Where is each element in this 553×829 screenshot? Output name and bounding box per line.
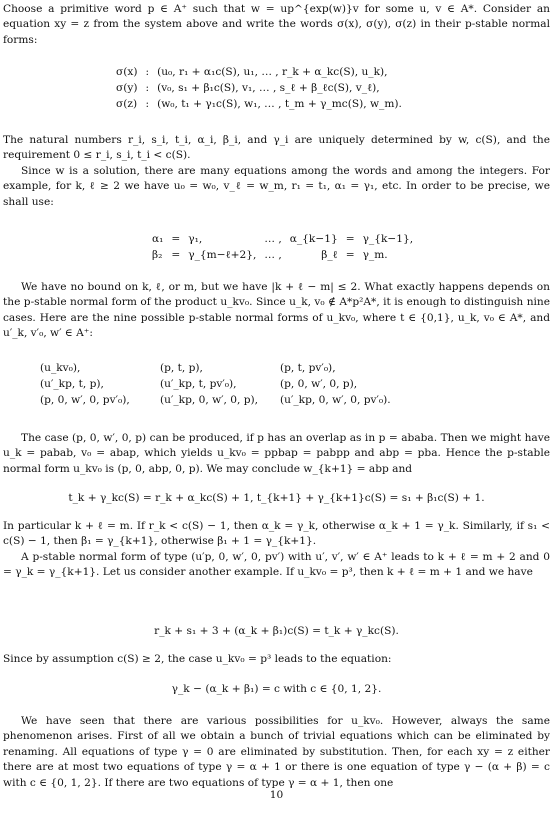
- paragraph-phenomenon: We have seen that there are various possibilities for u_kv₀. However, always the same phenomenon arises. First of all we obtain a bunch of trivial equations which can be eliminated by renaming. All equations of type γ = 0 are eliminated by substitution. Then, for each xy = z either there are at most two equations of type γ = α + 1 or there is one equation of type γ − (α + β) = c with c ∈ {0, 1, 2}. If there are two equations of type γ = α + 1, then one: [3, 715, 550, 789]
- case-cell: (p, 0, w′, 0, p),: [280, 378, 358, 390]
- equality-cell: β_ℓ: [321, 249, 338, 261]
- normal-form-rhs: (v₀, s₁ + β₁c(S), v₁, … , s_ℓ + β_ℓc(S), v_ℓ),: [157, 82, 380, 94]
- paragraph-particular: In particular k + ℓ = m. If r_k < c(S) − 1, then α_k = γ_k, otherwise α_k + 1 = γ_k. Similarly, if s₁ < c(S) − 1, then β₁ = γ_{k+1}, otherwise β₁ + 1 = γ_{k+1}.: [3, 520, 550, 548]
- paragraph-p-stable-type: A p-stable normal form of type (u′p, 0, w′, 0, pv′) with u′, v′, w′ ∈ A⁺ leads to k + ℓ = m + 2 and 0 = γ_k = γ_{k+1}. Let us consider another example. If u_kv₀ = p³, then k + ℓ = m + 1 and we have: [3, 551, 550, 579]
- normal-form-lhs: σ(z): [116, 98, 138, 110]
- cases-row: [36, 376, 395, 392]
- equation-gamma-k: γ_k − (α_k + β₁) = c with c ∈ {0, 1, 2}.: [171, 683, 382, 695]
- normal-form-sep: :: [145, 98, 150, 110]
- paragraph-overlap-case: The case (p, 0, w′, 0, p) can be produced, if p has an overlap as in p = ababa. Then we might have u_k = pabab, v₀ = abap, which yields u_kv₀ = ppbap = pabpp and abp = pba. Hence the p-stable normal form u_kv₀ is (p, 0, abp, 0, p). We may conclude w_{k+1} = abp and: [3, 432, 550, 475]
- normal-form-rhs: (w₀, t₁ + γ₁c(S), w₁, … , t_m + γ_mc(S), w_m).: [157, 98, 402, 110]
- normal-form-rhs: (u₀, r₁ + α₁c(S), u₁, … , r_k + α_kc(S), u_k),: [157, 66, 388, 78]
- normal-form-lhs: σ(x): [116, 66, 138, 78]
- equality-cell: =: [171, 233, 181, 245]
- equality-row: [148, 231, 417, 247]
- case-cell: (u′_kp, t, pv′₀),: [160, 378, 237, 390]
- equality-cell: α₁: [152, 233, 164, 245]
- equality-cell: =: [345, 249, 355, 261]
- equality-cell: … ,: [264, 249, 282, 261]
- equality-cell: γ_{k−1},: [362, 233, 414, 245]
- normal-form-row: [112, 64, 406, 80]
- equality-cell: =: [171, 249, 181, 261]
- case-cell: (p, 0, w′, 0, pv′₀),: [40, 394, 130, 406]
- case-cell: (p, t, p),: [160, 362, 203, 374]
- equation-r-k: r_k + s₁ + 3 + (α_k + β₁)c(S) = t_k + γ_kc(S).: [154, 625, 399, 637]
- cases-row: [36, 392, 395, 408]
- page-number: 10: [269, 789, 284, 801]
- paragraph-many-equations: Since w is a solution, there are many equations among the words and among the integers. For example, for k, ℓ ≥ 2 we have u₀ = w₀, v_ℓ = w_m, r₁ = t₁, α₁ = γ₁, etc. In order to be precise, we shall use:: [3, 165, 550, 208]
- case-cell: (u′_kp, 0, w′, 0, p),: [160, 394, 259, 406]
- equality-cell: β₂: [152, 249, 163, 261]
- case-cell: (u′_kp, t, p),: [40, 378, 104, 390]
- equality-cell: γ₁,: [188, 233, 203, 245]
- equality-cell: … ,: [264, 233, 282, 245]
- normal-form-sep: :: [145, 82, 150, 94]
- normal-form-row: [112, 96, 406, 112]
- case-cell: (u_kv₀),: [40, 362, 81, 374]
- equalities-display: [148, 231, 417, 263]
- normal-forms-display: [112, 64, 406, 112]
- paragraph-primitive-word: Choose a primitive word p ∈ A⁺ such that w = up^{exp(w)}v for some u, v ∈ A*. Consider an equation xy = z from the system above and write the words σ(x), σ(y), σ(z) in their p-stable normal forms:: [3, 3, 550, 46]
- paragraph-natural-numbers: The natural numbers r_i, s_i, t_i, α_i, β_i, and γ_i are uniquely determined by w, c(S), and the requirement 0 ≤ r_i, s_i, t_i < c(S).: [3, 134, 550, 162]
- normal-form-sep: :: [145, 66, 150, 78]
- equality-cell: =: [345, 233, 355, 245]
- equality-cell: γ_m.: [362, 249, 388, 261]
- paragraph-nine-cases: We have no bound on k, ℓ, or m, but we have |k + ℓ − m| ≤ 2. What exactly happens depends on the p-stable normal form of the product u_kv₀. Since u_k, v₀ ∉ A*p²A*, it is enough to distinguish nine cases. Here are the nine possible p-stable normal forms of u_kv₀, where t ∈ {0,1}, u_k, v₀ ∈ A*, and u′_k, v′₀, w′ ∈ A⁺:: [3, 281, 550, 340]
- paragraph-assumption: Since by assumption c(S) ≥ 2, the case u_kv₀ = p³ leads to the equation:: [3, 653, 392, 665]
- equality-cell: γ_{m−ℓ+2},: [188, 249, 257, 261]
- cases-display: [36, 360, 395, 408]
- normal-form-row: [112, 80, 406, 96]
- normal-form-lhs: σ(y): [116, 82, 138, 94]
- cases-row: [36, 360, 395, 376]
- case-cell: (p, t, pv′₀),: [280, 362, 336, 374]
- equation-t-k: t_k + γ_kc(S) = r_k + α_kc(S) + 1, t_{k+1} + γ_{k+1}c(S) = s₁ + β₁c(S) + 1.: [68, 492, 485, 504]
- equality-row: [148, 247, 417, 263]
- equality-cell: α_{k−1}: [289, 233, 338, 245]
- case-cell: (u′_kp, 0, w′, 0, pv′₀).: [280, 394, 391, 406]
